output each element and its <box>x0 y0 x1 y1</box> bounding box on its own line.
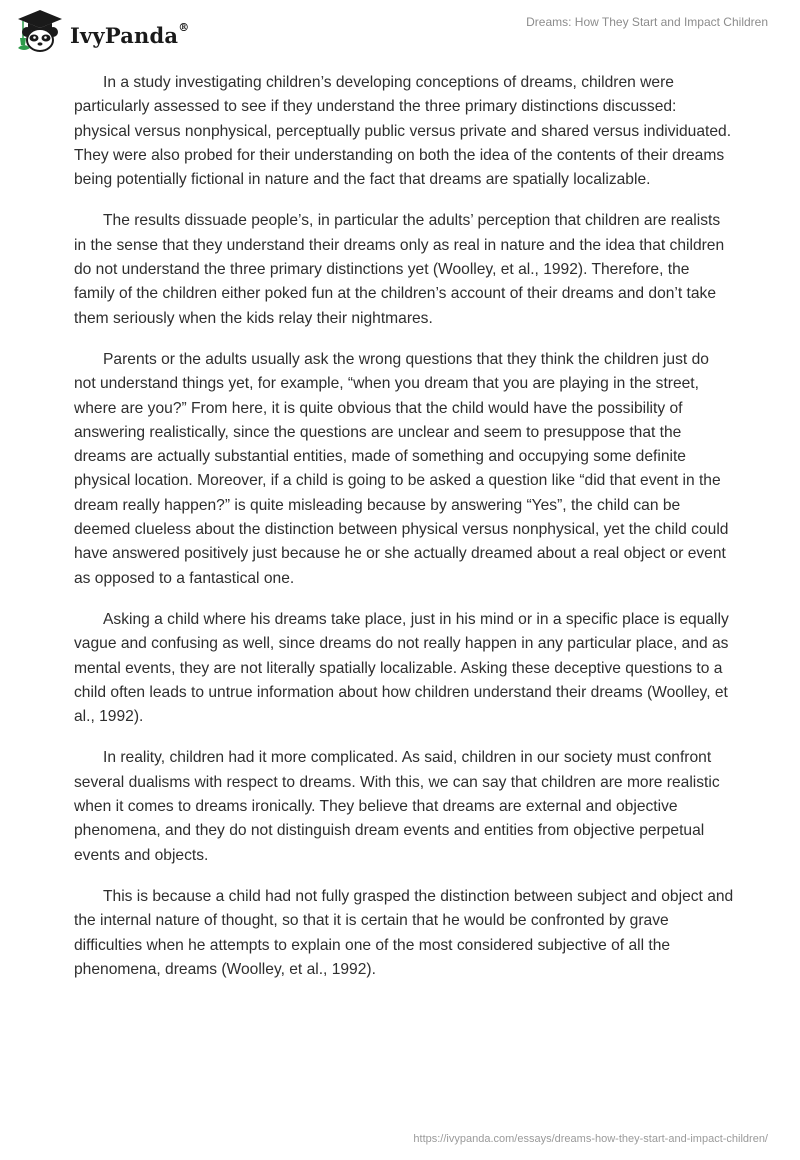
paragraph: The results dissuade people’s, in particular the adults’ perception that children are realists in the sense that they understand their dreams only as real in nature and the idea that children do not understand the three primary distinctions yet (Woolley, et al., 1992). Therefore, the family of the children either poked fun at the children’s account of their dreams and don’t take them seriously when the kids relay their nightmares. <box>74 212 725 327</box>
essay-body <box>74 71 734 999</box>
logo-text <box>70 20 190 48</box>
logo-wordmark: IvyPanda <box>70 22 179 48</box>
document-title: Dreams: How They Start and Impact Children <box>526 15 768 29</box>
paragraph: In reality, children had it more complicated. As said, children in our society must confront several dualisms with respect to dreams. With this, we can say that children are more realistic when it comes to dreams ironically. They believe that dreams are external and objective phenomena, and they do not distinguish dream events and entities from objective perpetual events and objects. <box>74 749 720 864</box>
paragraph: Asking a child where his dreams take place, just in his mind or in a specific place is equally vague and confusing as well, since dreams do not really happen in any particular place, and as mental events, they are not literally spatially localizable. Asking these deceptive questions to a child often leads to untrue information about how children understand their dreams (Woolley, et al., 1992). <box>74 610 729 726</box>
paragraph: Parents or the adults usually ask the wrong questions that they think the children just do not understand things yet, for example, “when you dream that you are playing in the street, where are you?” From here, it is quite obvious that the child would have the possibility of answering realistically, since the questions are unclear and seem to presuppose that the dreams are actually substantial entities, made of something and occupying some definite physical location. Moreover, if a child is going to be asked a question like “did that event in the dream really happen?” is quite misleading because by answering “Yes”, the child can be deemed clueless about the distinction between physical versus nonphysical, yet the child could have answered positively just because he or she actually dreamed about a real object or event as opposed to a fantastical one. <box>74 350 729 587</box>
logo[interactable] <box>14 8 189 54</box>
page-header <box>0 0 800 70</box>
registered-mark: ® <box>178 20 190 34</box>
paragraph: This is because a child had not fully grasped the distinction between subject and object and the internal nature of thought, so that it is certain that he would be confronted by grave difficulties when he attempts to explain one of the most considered subjective of all the phenomena, dreams (Woolley, et al., 1992). <box>74 887 734 978</box>
paragraph: In a study investigating children’s developing conceptions of dreams, children were particularly assessed to see if they understand the three primary distinctions discussed: physical versus nonphysical, perceptually public versus private and shared versus individuated. They were also probed for their understanding on both the idea of the contents of their dreams being potentially fictional in nature and the fact that dreams are spatially localizable. <box>74 74 732 189</box>
source-url[interactable]: https://ivypanda.com/essays/dreams-how-they-start-and-impact-children/ <box>413 1133 768 1145</box>
panda-graduate-icon <box>14 8 66 54</box>
